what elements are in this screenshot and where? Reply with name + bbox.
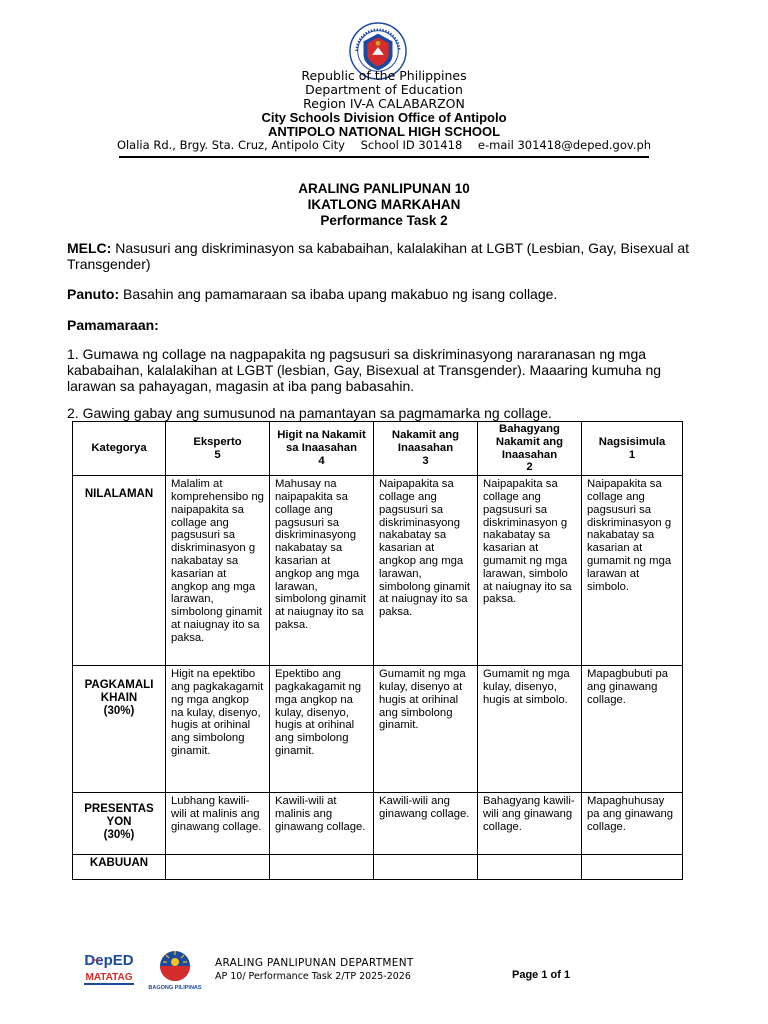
title-quarter: IKATLONG MARKAHAN (307, 197, 461, 212)
rubric-cell: Bahagyang kawili-wili ang ginawang collage. (478, 793, 582, 855)
school-address: Olalia Rd., Brgy. Sta. Cruz, Antipolo City (116, 138, 345, 152)
rubric-header-row (73, 422, 683, 476)
melc-text: Nasusuri ang diskriminasyon sa kababaihan, kalalakihan at LGBT (Lesbian, Gay, Bisexual at Transgender) (67, 240, 690, 272)
title-subject: ARALING PANLIPUNAN 10 (298, 181, 470, 196)
school-address-line (0, 138, 768, 152)
category-cell (73, 666, 166, 793)
header-score: 3 (422, 454, 429, 467)
category-cell (73, 793, 166, 855)
rubric-cell: Epektibo ang pagkakagamit ng mga angkop na kulay, disenyo, hugis at orihinal ang simbolong ginamit. (270, 666, 374, 793)
pamamaraan-heading (67, 317, 707, 333)
category-name: PRESENTAS YON (84, 803, 154, 828)
category-weight: (30%) (103, 828, 135, 841)
step-2: 2. Gawing gabay ang sumusunod na pamantayan sa pagmamarka ng collage. (67, 405, 552, 421)
header-nakamit (374, 422, 478, 476)
header-label: Higit na Nakamit sa Inaasahan (277, 429, 366, 455)
rubric-cell: Mahusay na naipapakita sa collage ang pagsusuri sa diskriminasyong nakabatay sa kasarian at angkop ang mga larawan, simbolong ginamit at naiugnay ito sa paksa. (270, 476, 374, 666)
header-eksperto (166, 422, 270, 476)
rubric-table (72, 421, 683, 880)
category-weight: (30%) (103, 704, 135, 717)
panuto-text: Basahin ang pamamaraan sa ibaba upang makabuo ng isang collage. (119, 286, 558, 302)
panuto-label: Panuto: (67, 286, 120, 302)
pamamaraan-label: Pamamaraan: (67, 317, 159, 333)
rubric-cell: Lubhang kawili-wili at malinis ang ginawang collage. (166, 793, 270, 855)
rubric-cell: Kawili-wili at malinis ang ginawang collage. (270, 793, 374, 855)
school-id: School ID 301418 (360, 138, 463, 152)
header-bahagyang-nakamit (478, 422, 582, 476)
rubric-row-presentasyon (73, 793, 683, 855)
bagong-pilipinas-logo-icon (146, 948, 204, 992)
school-name: ANTIPOLO NATIONAL HIGH SCHOOL (267, 124, 501, 139)
rubric-cell (166, 855, 270, 880)
header-nagsisimula (582, 422, 683, 476)
country-name: Republic of the Philippines (301, 68, 467, 83)
footer-document-code: AP 10/ Performance Task 2/TP 2025-2026 (215, 971, 411, 982)
header-label: Nagsisimula (598, 435, 666, 448)
deped-matatag-logo-icon (78, 950, 140, 990)
header-kategorya (73, 422, 166, 476)
category-cell (73, 855, 166, 880)
category-name: NILALAMAN (84, 488, 154, 501)
rubric-cell (478, 855, 582, 880)
rubric-cell: Gumamit ng mga kulay, disenyo at hugis at orihinal ang simbolong ginamit. (374, 666, 478, 793)
category-cell (73, 476, 166, 666)
rubric-cell (374, 855, 478, 880)
rubric-cell (270, 855, 374, 880)
rubric-cell: Mapaghuhusay pa ang ginawang collage. (582, 793, 683, 855)
rubric-cell: Naipapakita sa collage ang pagsusuri sa diskriminasyong nakabatay sa kasarian at angkop ang mga larawan, simbolong ginamit at naiugnay ito sa paksa. (374, 476, 478, 666)
header-score: 4 (318, 454, 325, 467)
panuto-paragraph (67, 286, 707, 302)
header-score: 2 (526, 461, 533, 474)
matatag-logo-text: MATATAG (85, 972, 133, 983)
category-name: KABUUAN (89, 857, 149, 870)
rubric-row-pagkamalikhain (73, 666, 683, 793)
rubric-cell: Higit na epektibo ang pagkakagamit ng mga angkop na kulay, disenyo, hugis at orihinal ang simbolong ginamit. (166, 666, 270, 793)
header-label: Nakamit ang Inaasahan (391, 429, 460, 455)
header-label: Kategorya (91, 442, 147, 455)
header-higit-na-nakamit (270, 422, 374, 476)
division-name: City Schools Division Office of Antipolo (261, 110, 507, 125)
region-name: Region IV-A CALABARZON (303, 96, 465, 111)
school-email: e-mail 301418@deped.gov.ph (477, 138, 652, 152)
rubric-cell: Kawili-wili ang ginawang collage. (374, 793, 478, 855)
department-name: Department of Education (305, 82, 463, 97)
header-score: 1 (628, 448, 636, 461)
page-footer (0, 954, 768, 994)
melc-paragraph (67, 240, 707, 272)
rubric-row-nilalaman (73, 476, 683, 666)
rubric-cell: Malalim at komprehensibo ng naipapakita sa collage ang pagsusuri sa diskriminasyon g nakabatay sa kasarian at angkop ang mga larawan, simbolong ginamit at naiugnay ito sa paksa. (166, 476, 270, 666)
rubric-cell: Mapagbubuti pa ang ginawang collage. (582, 666, 683, 793)
rubric-cell (582, 855, 683, 880)
footer-department: ARALING PANLIPUNAN DEPARTMENT (215, 957, 414, 969)
rubric-row-kabuuan (73, 855, 683, 880)
rubric-cell: Gumamit ng mga kulay, disenyo, hugis at simbolo. (478, 666, 582, 793)
header-label: Bahagyang Nakamit ang Inaasahan (495, 423, 564, 461)
letterhead (0, 69, 768, 139)
rubric-cell: Naipapakita sa collage ang pagsusuri sa diskriminasyon g nakabatay sa kasarian at gumamit ng mga larawan, simbolo at naiugnay ito sa paksa. (478, 476, 582, 666)
bagong-pilipinas-text: BAGONG PILIPINAS (148, 985, 202, 991)
header-score: 5 (214, 448, 221, 461)
melc-label: MELC: (67, 240, 112, 256)
deped-logo-text: DepED (84, 952, 134, 969)
title-task: Performance Task 2 (320, 213, 448, 228)
rubric-cell: Naipapakita sa collage ang pagsusuri sa diskriminasyon g nakabatay sa kasarian at gumamit ng mga larawan at simbolo. (582, 476, 683, 666)
page-number: Page 1 of 1 (512, 969, 571, 981)
category-name: PAGKAMALI KHAIN (84, 679, 154, 704)
header-divider (119, 156, 649, 158)
step-1: 1. Gumawa ng collage na nagpapakita ng pagsusuri sa diskriminasyong nararanasan ng mga kababaihan, kalalakihan at LGBT (lesbian, Gay, Bisexual at Transgender). Maaaring kumuha ng larawan sa pahayagan, magasin at iba pang babasahin. (67, 346, 662, 394)
document-title (0, 181, 768, 229)
header-label: Eksperto (193, 435, 242, 448)
